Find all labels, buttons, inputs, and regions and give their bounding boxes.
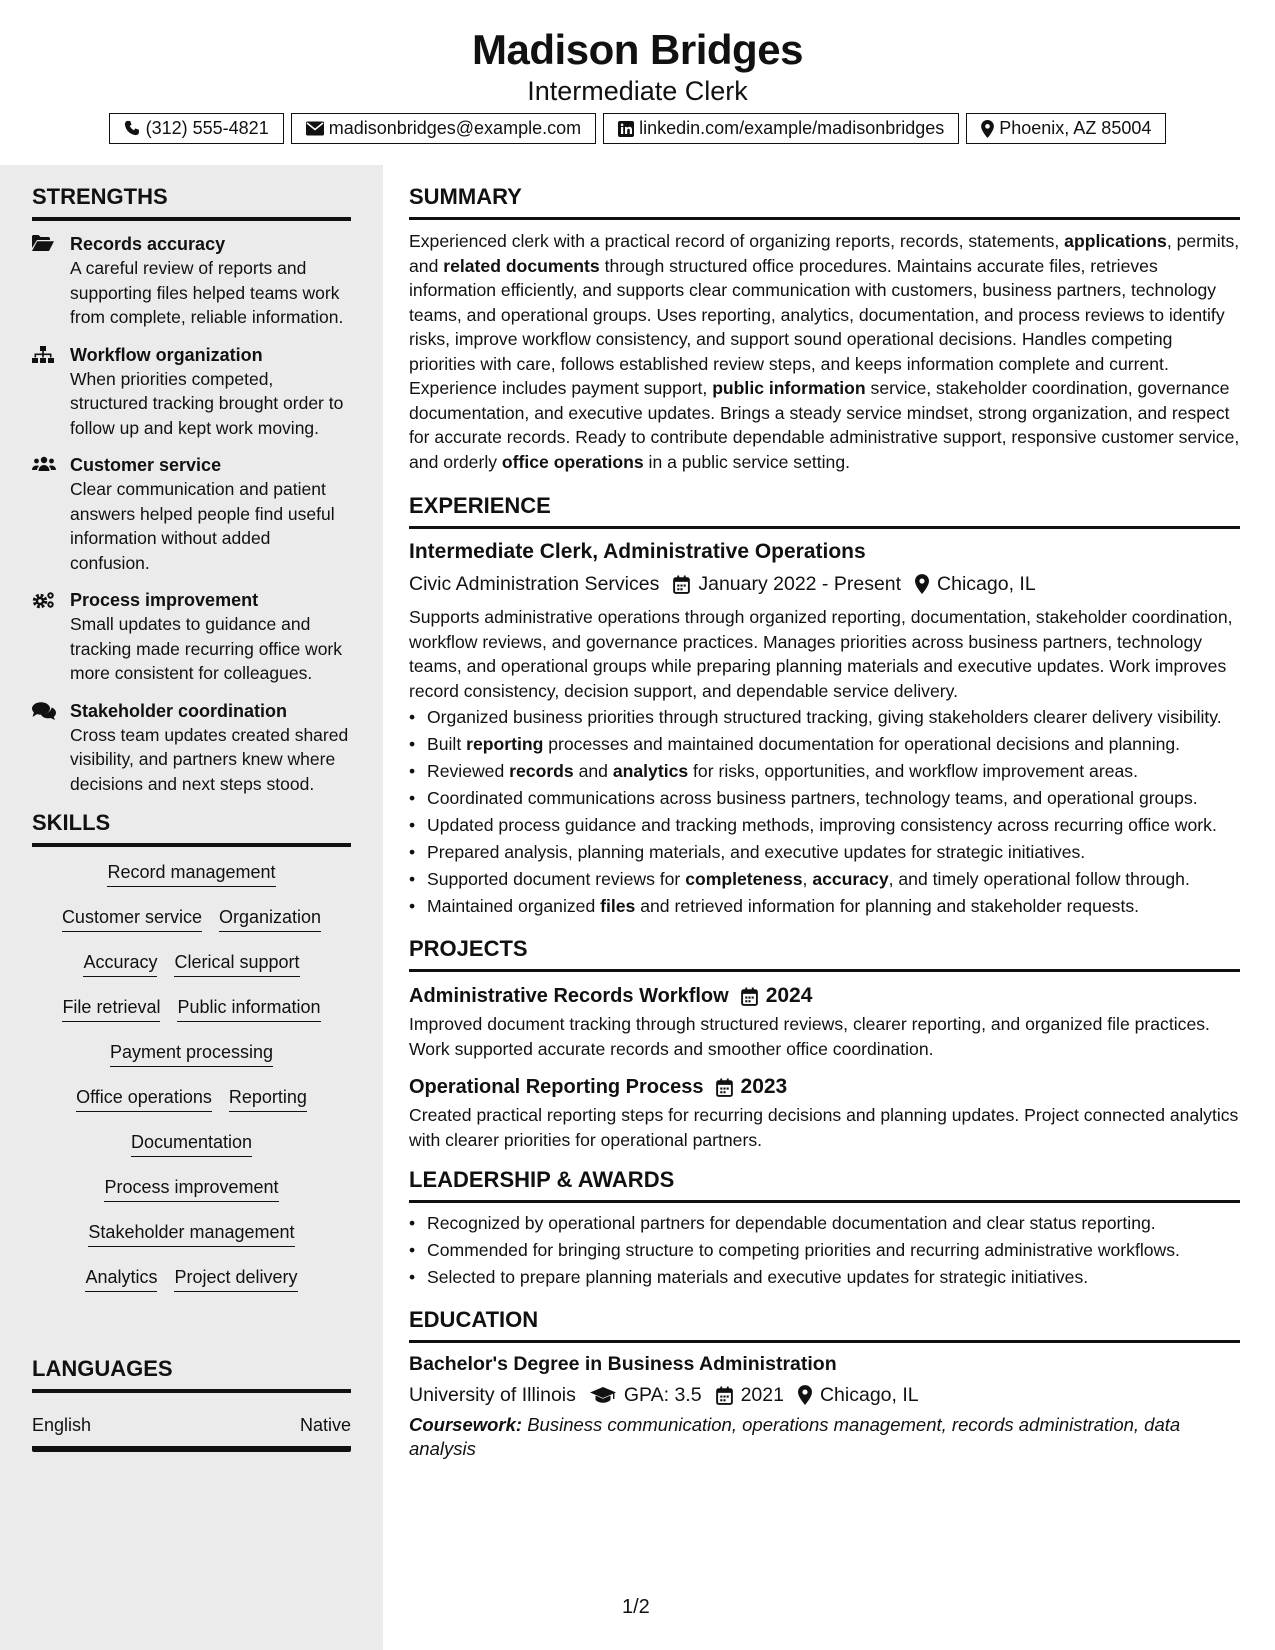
language-item [32, 1415, 351, 1452]
strength-item [32, 232, 351, 330]
leadership-heading: LEADERSHIP & AWARDS [409, 1152, 1240, 1203]
bold-text: completeness [685, 869, 803, 889]
text-segment: Organized business priorities through structured tracking, giving stakeholders clearer delivery visibility. [427, 707, 1222, 727]
language-name: English [32, 1415, 92, 1435]
job-location: Chicago, IL [937, 573, 1036, 595]
text-segment: in a public service setting. [643, 451, 851, 472]
coursework-text: Business communication, operations management, records administration, data analysis [409, 1414, 1181, 1459]
skill-tag: Payment processing [110, 1041, 273, 1067]
skill-tag: Documentation [131, 1131, 252, 1157]
text-segment: for risks, opportunities, and workflow improvement areas. [688, 761, 1138, 781]
strengths-list [32, 232, 351, 796]
text-segment: processes and maintained documentation for operational decisions and planning. [543, 734, 1181, 754]
bold-text: office operations [501, 451, 644, 472]
list-item [427, 894, 1240, 919]
calendar-icon [741, 987, 758, 1006]
contact-bar [0, 113, 1275, 144]
leadership-bullets [409, 1211, 1240, 1290]
language-level: Native [299, 1415, 351, 1435]
project-year: 2024 [765, 984, 813, 1007]
list-item [427, 759, 1240, 784]
strength-item [32, 453, 351, 575]
list-item: • Commended for bringing structure to competing priorities and recurring administrative workflows. [427, 1238, 1240, 1263]
text-segment: Updated process guidance and tracking methods, improving consistency across recurring office work. [427, 815, 1217, 835]
skills-heading: SKILLS [32, 809, 351, 847]
strength-title: Process improvement [70, 590, 259, 610]
linkedin-icon [618, 121, 634, 137]
bold-text: public information [712, 378, 866, 398]
page-number: 1/2 [622, 1596, 650, 1618]
skills-list [32, 861, 351, 1311]
text-segment: service, stakeholder coordination, governance documentation, and executive updates. Brings a steady service mindset, strong organization, and respect for accurate records. Ready to contribute dependable administrative support, responsive customer service, and orderly [409, 378, 1240, 472]
bold-text: files [600, 896, 636, 916]
calendar-icon [716, 1078, 733, 1097]
projects-heading: PROJECTS [409, 921, 1240, 972]
project-name: Administrative Records Workflow [409, 985, 729, 1007]
calendar-icon [673, 575, 690, 594]
project-year: 2023 [740, 1075, 788, 1098]
strength-item [32, 699, 351, 797]
sitemap-icon [32, 346, 54, 364]
candidate-title: Intermediate Clerk [527, 76, 748, 106]
phone-icon [124, 120, 141, 137]
strengths-heading: STRENGTHS [32, 183, 351, 221]
location-chip[interactable] [966, 113, 1166, 144]
experience-heading: EXPERIENCE [409, 474, 1240, 529]
gears-icon [32, 591, 56, 609]
envelope-icon [306, 121, 324, 136]
skill-tag: Office operations [76, 1086, 212, 1112]
job-dates: January 2022 - Present [698, 573, 902, 595]
skill-tag: Clerical support [174, 951, 299, 977]
text-segment: through structured office procedures. Maintains accurate files, retrieves information efficiently, and supports clear communication with customers, business partners, technology teams, and operational groups. Uses reporting, analytics, documentation, and process reviews to identify risks, improve workflow consistency, and support sound operational decisions. Handles competing priorities with care, follows established review steps, and keeps information complete and current. Experience includes payment support, [409, 255, 1225, 398]
text-segment: , and timely operational follow through. [888, 869, 1190, 889]
text-segment: , [802, 869, 813, 889]
experience-bullets [409, 705, 1240, 919]
strength-desc: When priorities competed, structured tracking brought order to follow up and kept work moving. [70, 368, 344, 438]
text-segment: Experienced clerk with a practical record of organizing reports, records, statements, [409, 231, 1065, 251]
text-segment: Reviewed [427, 761, 510, 781]
strength-title: Customer service [70, 455, 222, 475]
graduation-year: 2021 [740, 1384, 784, 1406]
list-item [427, 867, 1240, 892]
location-text: Phoenix, AZ 85004 [999, 118, 1152, 138]
email-text: madisonbridges@example.com [328, 118, 582, 138]
list-item: • Recognized by operational partners for dependable documentation and clear status reporting. [427, 1211, 1240, 1236]
list-item [427, 813, 1240, 838]
project-title-row [409, 1073, 1240, 1101]
main-content [409, 165, 1240, 1461]
map-marker-icon [981, 120, 994, 138]
skill-tag: File retrieval [62, 996, 160, 1022]
skill-tag: Record management [107, 861, 275, 887]
skill-tag: Customer service [62, 906, 202, 932]
coursework-label: Coursework: [409, 1414, 523, 1435]
education-location: Chicago, IL [819, 1384, 919, 1406]
skill-tag: Public information [177, 996, 320, 1022]
list-item: • Selected to prepare planning materials and executive updates for strategic initiatives. [427, 1265, 1240, 1290]
phone-chip[interactable] [109, 113, 284, 144]
skill-tag: Reporting [229, 1086, 307, 1112]
project-title-row [409, 982, 1240, 1010]
list-item [427, 705, 1240, 730]
strength-title: Workflow organization [70, 344, 263, 365]
text-segment: Prepared analysis, planning materials, and executive updates for strategic initiatives. [427, 842, 1086, 862]
skill-tag: Process improvement [104, 1176, 278, 1202]
linkedin-chip[interactable] [603, 113, 959, 144]
strength-desc: Clear communication and patient answers helped people find useful information without added confusion. [70, 479, 335, 573]
strength-item [32, 343, 351, 441]
phone-text: (312) 555-4821 [145, 118, 269, 138]
users-icon [32, 456, 56, 472]
bold-text: accuracy [812, 869, 889, 889]
text-segment: , permits, and [409, 231, 1240, 276]
text-segment: Maintained organized [427, 896, 601, 916]
skill-tag: Analytics [85, 1266, 157, 1292]
school-name: University of Illinois [409, 1384, 576, 1406]
sidebar [0, 165, 383, 1650]
graduation-cap-icon [590, 1386, 616, 1404]
degree-title: Bachelor's Degree in Business Administration [409, 1353, 837, 1375]
bold-text: applications [1064, 231, 1167, 251]
map-marker-icon [798, 1385, 812, 1405]
coursework [409, 1413, 1240, 1461]
bold-text: reporting [466, 734, 544, 754]
text-segment: Coordinated communications across business partners, technology teams, and operational groups. [427, 788, 1198, 808]
text-segment: and retrieved information for planning and stakeholder requests. [635, 896, 1140, 916]
strength-title: Records accuracy [70, 234, 226, 254]
project-desc: Created practical reporting steps for recurring decisions and planning updates. Project connected analytics with clearer priorities for operational partners. [409, 1105, 1239, 1150]
list-item [427, 732, 1240, 757]
gpa: GPA: 3.5 [623, 1384, 702, 1406]
email-chip[interactable] [291, 113, 596, 144]
project-name: Operational Reporting Process [409, 1076, 704, 1098]
summary-heading: SUMMARY [409, 165, 1240, 220]
map-marker-icon [915, 574, 929, 594]
candidate-name: Madison Bridges [472, 26, 803, 73]
education-heading: EDUCATION [409, 1292, 1240, 1343]
education-meta [409, 1380, 1240, 1410]
job-meta [409, 569, 1240, 599]
calendar-icon [716, 1386, 733, 1405]
summary-text [409, 229, 1240, 474]
strength-desc: Cross team updates created shared visibility, and partners knew where decisions and next steps stood. [70, 724, 349, 794]
languages-heading: LANGUAGES [32, 1355, 351, 1393]
list-item [427, 840, 1240, 865]
job-title: Intermediate Clerk, Administrative Operations [409, 540, 866, 563]
comments-icon [32, 702, 56, 720]
bold-text: related documents [443, 255, 600, 276]
folder-open-icon [32, 235, 54, 251]
list-item [427, 786, 1240, 811]
resume-header [0, 0, 1275, 107]
skill-tag: Organization [219, 906, 321, 932]
skill-tag: Project delivery [174, 1266, 297, 1292]
strength-title: Stakeholder coordination [70, 700, 288, 721]
project-desc: Improved document tracking through structured reviews, clearer reporting, and organized file practices. Work supported accurate records and smoother office coordination. [409, 1014, 1210, 1059]
bold-text: records [509, 761, 574, 781]
text-segment: Supported document reviews for [427, 869, 686, 889]
skill-tag: Accuracy [83, 951, 157, 977]
job-description: Supports administrative operations through organized reporting, documentation, stakeholder coordination, workflow reviews, and governance practices. Manages priorities across business partners, technology teams, and operational groups while preparing planning materials and executive updates. Work improves record consistency, decision support, and dependable service delivery. [409, 607, 1233, 701]
strength-item [32, 588, 351, 686]
strength-desc: Small updates to guidance and tracking made recurring office work more consistent for colleagues. [70, 614, 343, 683]
skill-tag: Stakeholder management [88, 1221, 294, 1247]
text-segment: and [573, 761, 613, 781]
bold-text: analytics [612, 761, 689, 781]
strength-desc: A careful review of reports and supporting files helped teams work from complete, reliable information. [70, 258, 344, 327]
company-name: Civic Administration Services [409, 573, 660, 595]
linkedin-text: linkedin.com/example/madisonbridges [639, 118, 945, 138]
text-segment: Built [427, 734, 467, 754]
